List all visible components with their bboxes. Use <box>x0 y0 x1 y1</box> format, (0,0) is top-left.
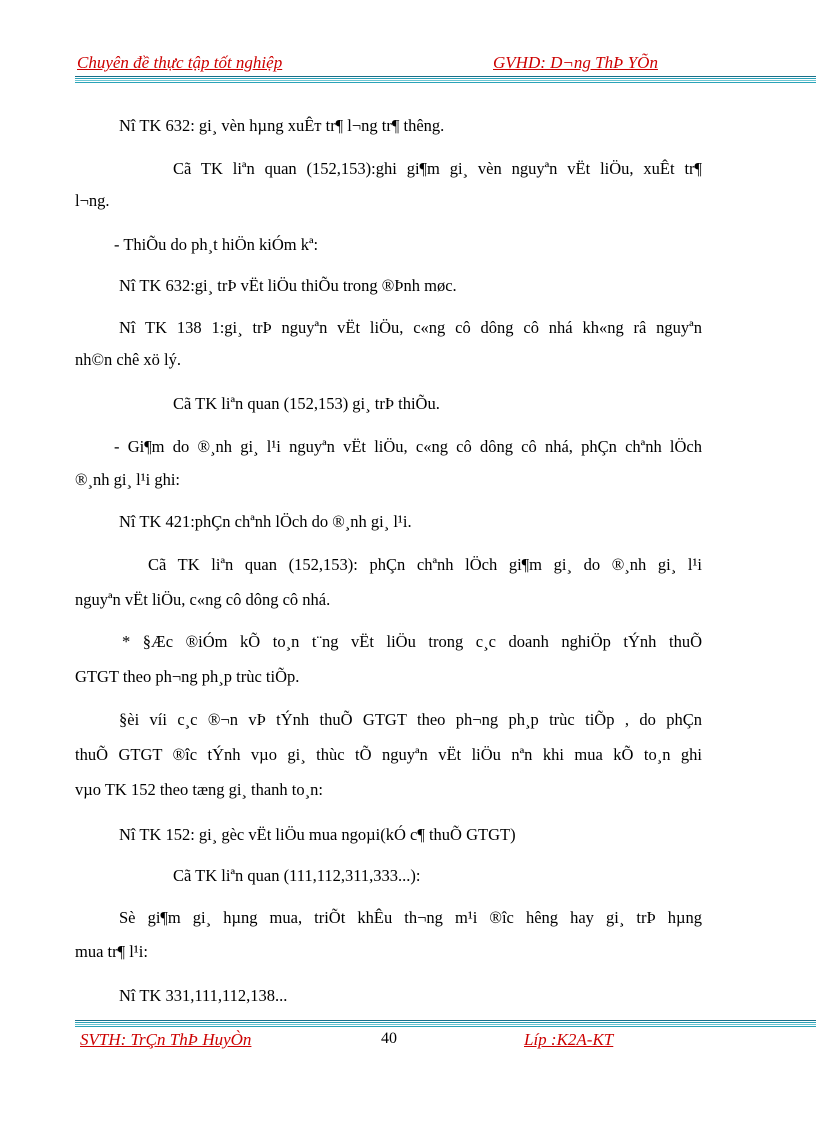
header-rule <box>75 76 816 84</box>
text-line: Nî TK 331,111,112,138... <box>119 986 288 1005</box>
text-line: Cã TK liªn quan (152,153) gi¸ trÞ thiÕu. <box>173 394 440 413</box>
text-line: vµo TK 152 theo tæng gi¸ thanh to¸n: <box>75 780 323 799</box>
text-line: - ThiÕu do ph¸t hiÖn kiÓm kª: <box>114 235 319 254</box>
text-line: ®¸nh gi¸ l¹i ghi: <box>75 470 181 489</box>
footer-class: Líp :K2A-KT <box>524 1030 614 1049</box>
text-line: Nî TK 632:gi¸ trÞ vËt liÖu thiÕu trong ®Þnh møc. <box>119 276 457 295</box>
text-line: §èi víi c¸c ®¬n vÞ tÝnh thuÕ GTGT theo ph¬ng ph¸p trùc tiÕp , do phÇn <box>119 710 702 729</box>
text-line: Nî TK 421:phÇn chªnh lÖch do ®¸nh gi¸ l¹i. <box>119 512 412 531</box>
footer-rule <box>75 1020 816 1028</box>
text-line: Cã TK liªn quan (111,112,311,333...): <box>173 866 421 885</box>
text-line: l¬ng. <box>75 191 110 210</box>
text-line: - Gi¶m do ®¸nh gi¸ l¹i nguyªn vËt liÖu, c«ng cô dông cô nhá, phÇn chªnh lÖch <box>114 437 702 456</box>
header-supervisor: GVHD: D¬ng ThÞ YÕn <box>493 53 658 72</box>
text-line: GTGT theo ph¬ng ph¸p trùc tiÕp. <box>75 667 300 686</box>
text-line: Cã TK liªn quan (152,153):ghi gi¶m gi¸ vèn nguyªn vËt liÖu, xuÊt tr¶ <box>173 159 702 178</box>
text-line: * §Æc ®iÓm kÕ to¸n t¨ng vËt liÖu trong c¸c doanh nghiÖp tÝnh thuÕ <box>122 632 702 651</box>
footer-student: SVTH: TrÇn ThÞ HuyÒn <box>80 1030 252 1049</box>
page-number: 40 <box>381 1030 397 1047</box>
text-line: Sè gi¶m gi¸ hµng mua, triÕt khÊu th¬ng m¹i ®îc hêng hay gi¸ trÞ hµng <box>119 908 702 927</box>
text-line: mua tr¶ l¹i: <box>75 942 148 961</box>
text-line: nh©n chê xö lý. <box>75 350 182 369</box>
text-line: Nî TK 632: gi¸ vèn hµng xuÊт tr¶ l¬ng tr¶ thêng. <box>119 116 445 135</box>
text-line: Nî TK 138 1:gi¸ trÞ nguyªn vËt liÖu, c«ng cô dông cô nhá kh«ng râ nguyªn <box>119 318 702 337</box>
header-title: Chuyên đề thực tập tốt nghiệp <box>77 53 283 72</box>
text-line: nguyªn vËt liÖu, c«ng cô dông cô nhá. <box>75 590 331 609</box>
text-line: Nî TK 152: gi¸ gèc vËt liÖu mua ngoµi(kÓ c¶ thuÕ GTGT) <box>119 825 516 844</box>
text-line: Cã TK liªn quan (152,153): phÇn chªnh lÖch gi¶m gi¸ do ®¸nh gi¸ l¹i <box>148 555 702 574</box>
text-line: thuÕ GTGT ®îc tÝnh vµo gi¸ thùc tÕ nguyªn vËt liÖu nªn khi mua kÕ to¸n ghi <box>75 745 702 764</box>
